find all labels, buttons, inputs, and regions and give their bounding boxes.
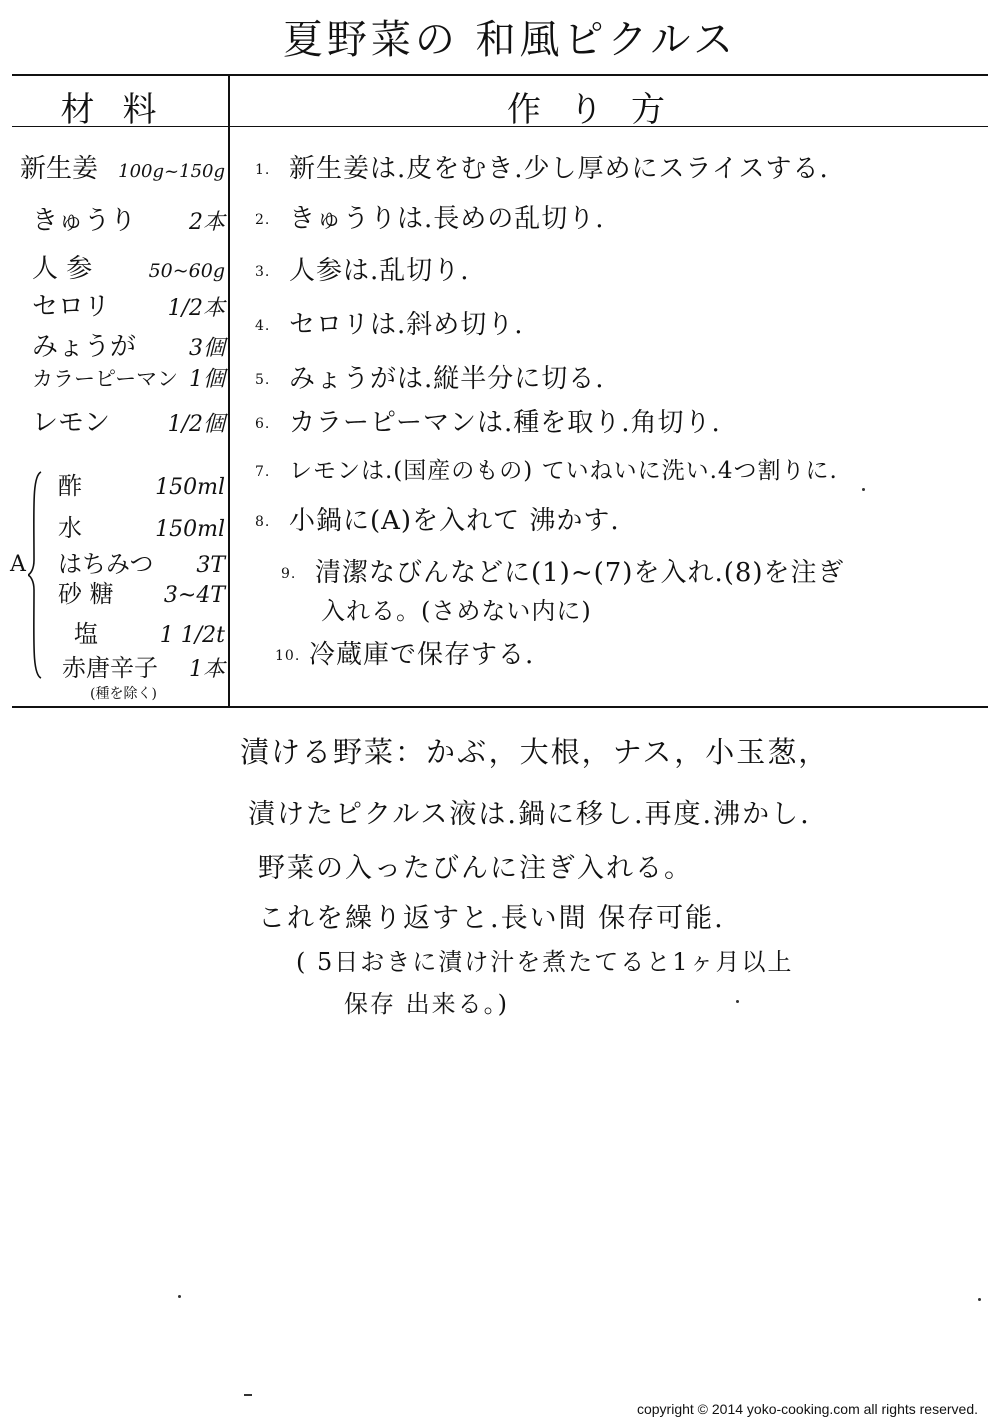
ingredient-qty: 3個 <box>189 336 225 361</box>
ingredients-header: 材料 <box>60 90 185 130</box>
step-text: 小鍋に(A)を入れて 沸かす. <box>289 506 620 536</box>
step-text: 新生姜は.皮をむき.少し厚めにスライスする. <box>289 154 829 184</box>
step-item <box>275 634 995 671</box>
ingredient-name: 赤唐辛子 <box>62 654 158 682</box>
ingredient-name: カラーピーマン <box>32 367 179 391</box>
step-item <box>255 358 975 395</box>
ingredient-qty: 3~4T <box>163 583 225 608</box>
note-line: 野菜の入ったびんに注ぎ入れる。 <box>258 853 693 884</box>
ingredient-row <box>32 402 225 439</box>
step-number: 2. <box>255 212 271 228</box>
ingredient-name: 酢 <box>58 472 82 500</box>
ingredient-row <box>32 362 225 393</box>
ingredient-qty: 3T <box>196 553 225 578</box>
ingredient-name: 砂 糖 <box>58 580 114 608</box>
sauce-group-note: (種を除く) <box>90 686 157 702</box>
step-text: セロリは.斜め切り. <box>289 310 524 340</box>
column-divider <box>228 74 230 708</box>
ingredient-name: はちみつ <box>58 550 154 578</box>
step-number: 10. <box>275 648 301 664</box>
note-line: これを繰り返すと.長い間 保存可能. <box>258 903 725 934</box>
step-number: 3. <box>255 264 271 280</box>
ingredient-name: 新生姜 <box>20 154 99 184</box>
ingredient-qty: 50~60g <box>148 260 225 282</box>
step-text: 人参は.乱切り. <box>289 256 470 286</box>
note-line: 漬ける野菜：かぶ，大根，ナス，小玉葱， <box>240 735 830 769</box>
scan-speck <box>978 1298 981 1301</box>
method-header: 作り方 <box>507 90 693 130</box>
ingredient-qty: 150ml <box>155 517 225 542</box>
note-line: ( 5日おきに漬け汁を煮たてると1ヶ月以上 <box>296 948 794 976</box>
sauce-ingredient-row <box>58 466 225 501</box>
step-item <box>255 500 975 537</box>
ingredient-name: 塩 <box>74 620 98 648</box>
step-number: 4. <box>255 318 271 334</box>
ingredient-name: きゅうり <box>32 206 137 236</box>
table-bottom-rule <box>12 706 988 708</box>
ingredient-row <box>32 248 225 285</box>
scan-speck <box>862 488 865 491</box>
note-line: 保存 出来る。) <box>344 990 509 1018</box>
step-item <box>255 402 975 439</box>
sauce-ingredient-row <box>62 648 225 683</box>
ingredient-qty: 150ml <box>155 475 225 500</box>
ingredient-qty: 1個 <box>189 367 225 392</box>
ingredient-name: みょうが <box>32 332 137 362</box>
ingredient-row <box>32 200 225 237</box>
step-number: 5. <box>255 372 271 388</box>
ingredient-qty: 2本 <box>189 210 225 235</box>
copyright-notice: copyright © 2014 yoko-cooking.com all rights reserved. <box>636 1401 978 1417</box>
ingredient-row <box>32 286 225 323</box>
ingredient-row <box>32 326 225 363</box>
ingredient-name: レモン <box>32 408 111 438</box>
ingredient-qty: 100g~150g <box>118 161 225 182</box>
scan-speck <box>178 1295 181 1298</box>
ingredient-qty: 1 1/2t <box>159 623 225 648</box>
step-text: みょうがは.縦半分に切る. <box>289 364 605 394</box>
ingredient-name: 水 <box>58 514 82 542</box>
step-item <box>255 250 975 287</box>
ingredient-name: 人 参 <box>32 254 93 284</box>
page-title: 夏野菜の 和風ピクルス <box>282 17 738 63</box>
step-continuation: 入れる。(さめない内に) <box>321 597 592 625</box>
sauce-group-label: A <box>10 552 26 577</box>
step-number: 7. <box>255 464 271 480</box>
ingredient-name: セロリ <box>32 292 111 322</box>
sauce-ingredient-row <box>58 574 225 609</box>
sauce-ingredient-row <box>58 508 225 543</box>
step-number: 6. <box>255 416 271 432</box>
note-line: 漬けたピクルス液は.鍋に移し.再度.沸かし. <box>248 799 811 830</box>
step-text: きゅうりは.長めの乱切り. <box>289 204 605 234</box>
ingredient-qty: 1本 <box>189 657 225 682</box>
sauce-ingredient-row <box>74 614 225 649</box>
step-number: 9. <box>281 566 297 582</box>
step-text: 清潔なびんなどに(1)~(7)を入れ.(8)を注ぎ <box>315 558 845 588</box>
sauce-group-brace <box>28 470 42 680</box>
step-text: レモンは.(国産のもの) ていねいに洗い.4つ割りに. <box>289 458 838 484</box>
table-top-rule <box>12 74 988 76</box>
ingredient-row <box>20 148 225 185</box>
step-item <box>255 452 975 485</box>
scan-speck <box>244 1394 252 1396</box>
step-text: 冷蔵庫で保存する. <box>309 640 535 670</box>
step-item <box>281 552 1000 626</box>
step-text: カラーピーマンは.種を取り.角切り. <box>289 408 721 438</box>
ingredient-qty: 1/2本 <box>167 296 225 321</box>
step-item <box>255 148 975 185</box>
step-number: 8. <box>255 514 271 530</box>
step-item <box>255 198 975 235</box>
scan-speck <box>736 1000 739 1003</box>
ingredient-qty: 1/2個 <box>167 412 225 437</box>
step-item <box>255 304 975 341</box>
step-number: 1. <box>255 162 271 178</box>
